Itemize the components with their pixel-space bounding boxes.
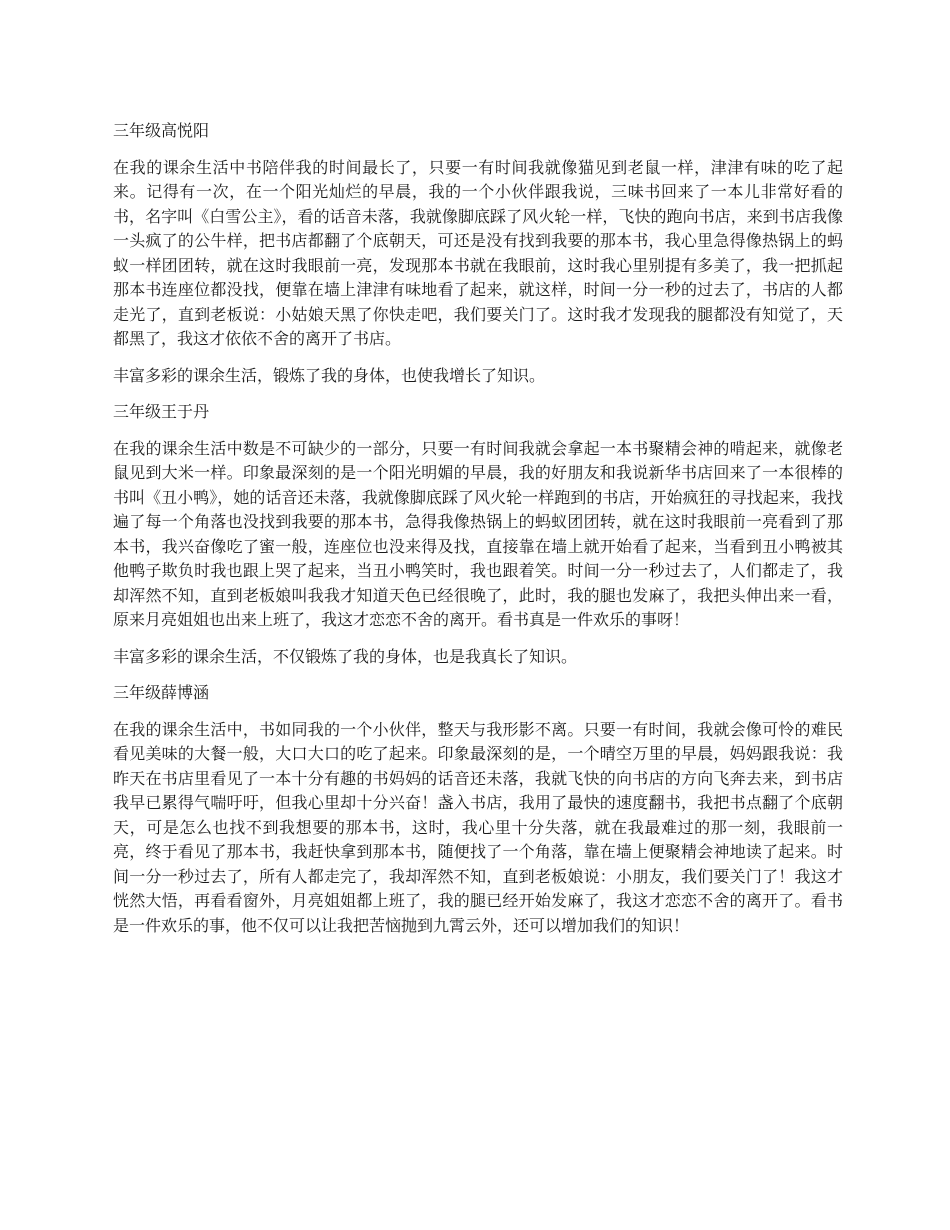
essay-conclusion: 丰富多彩的课余生活，不仅锻炼了我的身体，也是我真长了知识。	[113, 646, 578, 666]
author-heading: 三年级薛博涵	[113, 683, 210, 702]
author-heading: 三年级高悦阳	[113, 121, 210, 140]
essay-section-1	[113, 119, 843, 388]
document-page	[113, 119, 843, 950]
essay-paragraph: 在我的课余生活中数是不可缺少的一部分，只要一有时间我就会拿起一本书聚精会神的啃起来，就像老鼠见到大米一样。印象最深刻的是一个阳光明媚的早晨，我的好朋友和我说新华书店回来了一本很棒的书叫《丑小鸭》，她的话音还未落，我就像脚底踩了风火轮一样跑到的书店，开始疯狂的寻找起来，我找遍了每一个角落也没找到我要的那本书，急得我像热锅上的蚂蚁团团转，就在这时我眼前一亮看到了那本书，我兴奋像吃了蜜一般，连座位也没来得及找，直接靠在墙上就开始看了起来，当看到丑小鸭被其他鸭子欺负时我也跟上哭了起来，当丑小鸭笑时，我也跟着笑。时间一分一秒过去了，人们都走了，我却浑然不知，直到老板娘叫我我才知道天色已经很晚了，此时，我的腿也发麻了，我把头伸出来一看，原来月亮姐姐也出来上班了，我这才恋恋不舍的离开。看书真是一件欢乐的事呀！	[113, 438, 843, 629]
author-heading: 三年级王于丹	[113, 402, 210, 421]
essay-paragraph: 在我的课余生活中书陪伴我的时间最长了，只要一有时间我就像猫见到老鼠一样，津津有味的吃了起来。记得有一次，在一个阳光灿烂的早晨，我的一个小伙伴跟我说，三味书回来了一本儿非常好看的书，名字叫《白雪公主》，看的话音未落，我就像脚底踩了风火轮一样，飞快的跑向书店，来到书店我像一头疯了的公牛样，把书店都翻了个底朝天，可还是没有找到我要的那本书，我心里急得像热锅上的蚂蚁一样团团转，就在这时我眼前一亮，发现那本书就在我眼前，这时我心里别提有多美了，我一把抓起那本书连座位都没找，便靠在墙上津津有味地看了起来，就这样，时间一分一秒的过去了，书店的人都走光了，直到老板说：小姑娘天黑了你快走吧，我们要关门了。这时我才发现我的腿都没有知觉了，天都黑了，我这才依依不舍的离开了书店。	[113, 157, 843, 348]
essay-section-3	[113, 681, 843, 938]
essay-conclusion: 丰富多彩的课余生活，锻炼了我的身体，也使我增长了知识。	[113, 365, 546, 385]
essay-paragraph: 在我的课余生活中，书如同我的一个小伙伴，整天与我形影不离。只要一有时间，我就会像可怜的难民看见美味的大餐一般，大口大口的吃了起来。印象最深刻的是，一个晴空万里的早晨，妈妈跟我说：我昨天在书店里看见了一本十分有趣的书妈妈的话音还未落，我就飞快的向书店的方向飞奔去来，到书店我早已累得气喘吁吁，但我心里却十分兴奋！盏入书店，我用了最快的速度翻书，我把书点翻了个底朝天，可是怎么也找不到我想要的那本书，这时，我心里十分失落，就在我最难过的那一刻，我眼前一亮，终于看见了那本书，我赶快拿到那本书，随便找了一个角落，靠在墙上便聚精会神地读了起来。时间一分一秒过去了，所有人都走完了，我却浑然不知，直到老板娘说：小朋友，我们要关门了！我这才恍然大悟，再看看窗外，月亮姐姐都上班了，我的腿已经开始发麻了，我这才恋恋不舍的离开了。看书是一件欢乐的事，他不仅可以让我把苦恼抛到九霄云外，还可以增加我们的知识！	[113, 719, 843, 935]
essay-section-2	[113, 400, 843, 669]
